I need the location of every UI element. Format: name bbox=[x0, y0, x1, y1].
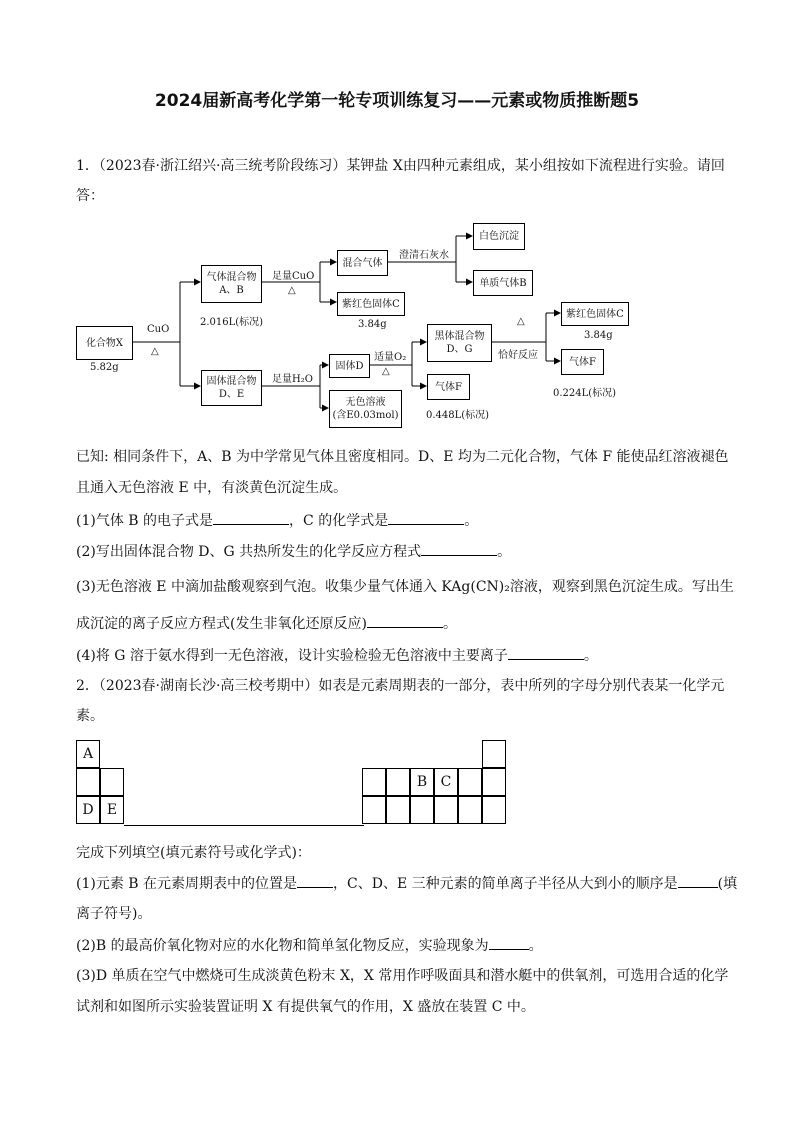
black-mixture-components: D、G bbox=[446, 344, 473, 355]
cell-r3c16 bbox=[434, 796, 458, 824]
answer-blank-dg-equation[interactable] bbox=[421, 541, 497, 556]
cell-r2c18 bbox=[482, 768, 506, 796]
purple-red-c2-box bbox=[561, 302, 629, 326]
q1-sub3-text-a: 成沉淀的离子反应方程式(发生非氧化还原反应) bbox=[76, 616, 367, 632]
q2-sub1-text-b: ，C、D、E 三种元素的简单离子半径从大到小的顺序是 bbox=[333, 876, 678, 892]
purple-red-c-label: 紫红色固体C bbox=[342, 298, 400, 310]
exact-reaction-label: 恰好反应 bbox=[498, 350, 538, 361]
white-precipitate-label: 白色沉淀 bbox=[479, 231, 519, 242]
gas-mixture-volume: 2.016L(标况) bbox=[200, 317, 264, 328]
elemental-gas-b-label: 单质气体B bbox=[479, 277, 527, 289]
q1-sub1 bbox=[76, 510, 726, 531]
black-mixture-label: 黑体混合物 bbox=[434, 331, 485, 342]
q1-sub3-line2 bbox=[76, 613, 726, 634]
page-title: 2024届新高考化学第一轮专项训练复习——元素或物质推断题5 bbox=[154, 91, 640, 111]
cell-r3c13 bbox=[362, 796, 386, 824]
cell-a: A bbox=[76, 740, 100, 768]
compound-x-mass: 5.82g bbox=[90, 362, 119, 373]
c-mass: 3.84g bbox=[358, 319, 387, 330]
q1-known-line1: 已知: 相同条件下，A、B 为中学常见气体且密度相同。D、E 均为二元化合物，气体 F 能使品红溶液褪色 bbox=[76, 449, 729, 465]
solid-d-box bbox=[329, 354, 370, 378]
heat-symbol-1: △ bbox=[151, 346, 159, 357]
gas-f-small-box bbox=[427, 374, 470, 400]
excess-water-label: 足量H₂O bbox=[272, 374, 313, 385]
colorless-solution-label: 无色溶液 bbox=[345, 397, 386, 408]
cell-d: D bbox=[76, 796, 100, 824]
gas-mixture-components: A、B bbox=[219, 285, 244, 296]
cell-r1c18 bbox=[482, 740, 506, 768]
table-baseline bbox=[124, 825, 364, 826]
q1-sub1-text-c: 。 bbox=[464, 513, 479, 529]
solid-mixture-components: D、E bbox=[218, 389, 245, 400]
q2-intro-line1: 2．（2023春·湖南长沙·高三校考期中）如表是元素周期表的一部分，表中所列的字母分别代表某一化学元 bbox=[76, 678, 725, 694]
q2-sub1 bbox=[76, 873, 738, 894]
q2-sub2-text-b: 。 bbox=[528, 938, 543, 954]
c2-mass: 3.84g bbox=[584, 330, 613, 341]
cuo-label: CuO bbox=[147, 324, 170, 335]
cell-c: C bbox=[434, 768, 458, 796]
q2-fill-in: 完成下列填空(填元素符号或化学式)： bbox=[76, 845, 311, 861]
q2-sub1-text-c: (填 bbox=[717, 876, 738, 892]
proper-o2-label: 适量O₂ bbox=[374, 352, 407, 363]
colorless-solution-box bbox=[329, 390, 402, 428]
gas-f-label: 气体F bbox=[569, 356, 596, 368]
q1-intro-line1: 1．（2023春·浙江绍兴·高三统考阶段练习）某钾盐 X由四种元素组成，某小组按如下流程进行实验。请回 bbox=[76, 158, 725, 174]
q1-sub4-text-a: (4)将 G 溶于氨水得到一无色溶液，设计实验检验无色溶液中主要离子 bbox=[76, 648, 508, 664]
solid-mixture-box bbox=[201, 370, 262, 406]
q2-sub3-line1: (3)D 单质在空气中燃烧可生成淡黄色粉末 X，X 常用作呼吸面具和潜水艇中的供氧剂，可选用合适的化学 bbox=[76, 968, 729, 984]
compound-x-box bbox=[76, 326, 133, 360]
cell-r3c14 bbox=[386, 796, 410, 824]
heat-symbol-4: △ bbox=[517, 316, 525, 327]
cell-r2c1 bbox=[76, 768, 100, 796]
answer-blank-ionic-equation[interactable] bbox=[367, 613, 443, 628]
white-precipitate-box bbox=[473, 223, 525, 250]
gas-mixture-box bbox=[201, 265, 262, 303]
compound-x-label: 化合物X bbox=[85, 337, 124, 349]
q1-known-line2: 且通入无色溶液 E 中，有淡黄色沉淀生成。 bbox=[76, 480, 348, 496]
heat-symbol-3: △ bbox=[382, 366, 390, 377]
mixed-gas-box bbox=[337, 250, 388, 276]
answer-blank-ion-test[interactable] bbox=[508, 645, 584, 660]
q1-sub1-text-a: (1)气体 B 的电子式是 bbox=[76, 513, 214, 529]
cell-b: B bbox=[410, 768, 434, 796]
q2-intro-line2: 素。 bbox=[76, 708, 104, 724]
periodic-table-fragment bbox=[76, 740, 506, 826]
cell-r2c13 bbox=[362, 768, 386, 796]
solid-mixture-label: 固体混合物 bbox=[206, 376, 257, 387]
q1-sub4 bbox=[76, 645, 726, 666]
q1-sub2-text-a: (2)写出固体混合物 D、G 共热所发生的化学反应方程式 bbox=[76, 544, 422, 560]
answer-blank-phenomenon[interactable] bbox=[489, 935, 529, 950]
q1-sub1-text-b: ，C 的化学式是 bbox=[289, 513, 389, 529]
cell-r2c2 bbox=[100, 768, 124, 796]
excess-cuo-label: 足量CuO bbox=[272, 271, 315, 282]
purple-red-c-box bbox=[337, 292, 405, 316]
gas-mixture-label: 气体混合物 bbox=[206, 272, 257, 283]
q2-sub1-text-a: (1)元素 B 在元素周期表中的位置是 bbox=[76, 876, 298, 892]
cell-r3c18 bbox=[482, 796, 506, 824]
solid-d-label: 固体D bbox=[335, 360, 364, 372]
gas-f-small-volume: 0.448L(标况) bbox=[426, 410, 490, 421]
cell-r2c17 bbox=[458, 768, 482, 796]
answer-blank-b-position[interactable] bbox=[297, 873, 333, 888]
elemental-gas-b-box bbox=[473, 270, 533, 296]
q1-sub4-text-b: 。 bbox=[583, 648, 598, 664]
mixed-gas-label: 混合气体 bbox=[342, 257, 383, 269]
gas-f-volume: 0.224L(标况) bbox=[553, 388, 617, 399]
q2-sub2-text-a: (2)B 的最高价氧化物对应的水化物和简单氢化物反应，实验现象为 bbox=[76, 938, 489, 954]
q2-sub1-line2: 离子符号)。 bbox=[76, 906, 152, 922]
q1-intro-line2: 答： bbox=[76, 188, 104, 204]
answer-blank-b-electron[interactable] bbox=[213, 510, 289, 525]
q1-sub2-text-b: 。 bbox=[497, 544, 512, 560]
black-mixture-box bbox=[427, 324, 492, 362]
gas-f-small-label: 气体F bbox=[435, 381, 462, 393]
limewater-label: 澄清石灰水 bbox=[399, 250, 449, 261]
cell-r2c14 bbox=[386, 768, 410, 796]
colorless-solution-content: (含E0.03mol) bbox=[332, 410, 399, 421]
q1-sub3-line1: (3)无色溶液 E 中滴加盐酸观察到气泡。收集少量气体通入 KAg(CN)₂溶液，观察到黑色沉淀生成。写出生 bbox=[76, 579, 734, 595]
answer-blank-ion-radius[interactable] bbox=[678, 873, 718, 888]
q2-sub3-line2: 试剂和如图所示实验装置证明 X 有提供氧气的作用，X 盛放在装置 C 中。 bbox=[76, 999, 535, 1015]
q1-sub3-text-b: 。 bbox=[442, 616, 457, 632]
answer-blank-c-formula[interactable] bbox=[388, 510, 464, 525]
cell-r3c17 bbox=[458, 796, 482, 824]
q1-sub2 bbox=[76, 541, 726, 562]
q1-flow-diagram bbox=[76, 218, 636, 433]
purple-red-c2-label: 紫红色固体C bbox=[566, 308, 624, 320]
cell-e: E bbox=[100, 796, 124, 824]
gas-f-box bbox=[561, 349, 604, 375]
q2-sub2 bbox=[76, 935, 726, 956]
heat-symbol-2: △ bbox=[288, 285, 296, 296]
cell-r3c15 bbox=[410, 796, 434, 824]
